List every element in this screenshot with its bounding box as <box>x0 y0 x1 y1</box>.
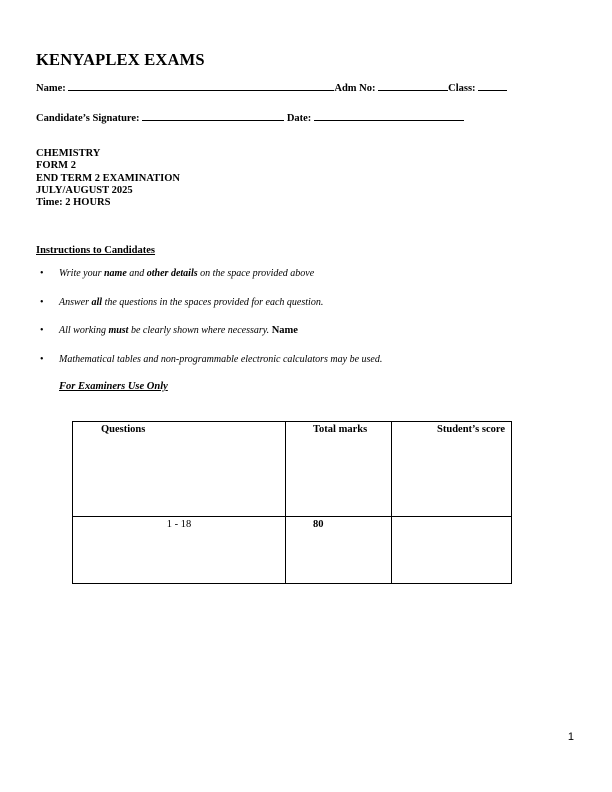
instruction-segment: on the space provided above <box>197 268 315 279</box>
instruction-text <box>59 354 382 365</box>
instruction-text <box>59 268 314 279</box>
instruction-segment: all <box>91 297 103 308</box>
bullet-icon: • <box>40 297 44 308</box>
header-total-marks: Total marks <box>286 422 392 517</box>
class-field[interactable] <box>478 81 507 91</box>
signature-field[interactable] <box>142 111 284 121</box>
instruction-segment: All working <box>59 325 109 336</box>
adm-field[interactable] <box>378 81 448 91</box>
name-label: Name: <box>36 83 66 94</box>
instruction-segment: Answer <box>59 297 92 308</box>
signature-label: Candidate’s Signature: <box>36 113 140 124</box>
instruction-segment: must <box>108 325 129 336</box>
cell-questions: 1 - 18 <box>73 517 286 584</box>
name-row <box>36 81 507 94</box>
name-field[interactable] <box>68 81 334 91</box>
page-number: 1 <box>567 731 574 743</box>
page-title: KENYAPLEX EXAMS <box>36 50 205 69</box>
score-table <box>72 421 512 584</box>
bullet-icon: • <box>40 268 44 279</box>
cell-total-marks: 80 <box>286 517 392 584</box>
table-header-row <box>73 422 512 517</box>
subject-line: END TERM 2 EXAMINATION <box>36 172 180 184</box>
instruction-text <box>59 325 298 336</box>
cell-students-score[interactable] <box>392 517 512 584</box>
header-students-score: Student’s score <box>392 422 512 517</box>
instruction-segment: be clearly shown where necessary. <box>128 325 272 336</box>
subject-line: JULY/AUGUST 2025 <box>36 184 133 196</box>
instruction-segment: Mathematical tables and non-programmable electronic calculators may be used. <box>59 354 383 365</box>
bullet-icon: • <box>40 354 44 365</box>
signature-row <box>36 111 464 124</box>
subject-line: CHEMISTRY <box>36 148 101 159</box>
class-label: Class: <box>448 83 476 94</box>
subject-block <box>36 148 180 209</box>
adm-label: Adm No: <box>334 83 376 94</box>
instruction-segment: Write your <box>59 268 104 279</box>
instruction-segment: and <box>126 268 147 279</box>
instruction-segment: other details <box>146 268 198 279</box>
instruction-segment: the questions in the spaces provided for each question. <box>102 297 324 308</box>
table-row <box>73 517 512 584</box>
subject-line: FORM 2 <box>36 160 76 172</box>
date-label: Date: <box>286 113 312 124</box>
instruction-text <box>59 297 323 308</box>
bullet-icon: • <box>40 325 44 336</box>
instruction-segment: Name <box>271 325 298 336</box>
instruction-segment: name <box>104 268 127 279</box>
examiners-heading: For Examiners Use Only <box>59 381 168 392</box>
instructions-heading: Instructions to Candidates <box>36 245 156 256</box>
subject-line: Time: 2 HOURS <box>36 197 111 209</box>
header-questions: Questions <box>73 422 286 517</box>
date-field[interactable] <box>314 111 464 121</box>
